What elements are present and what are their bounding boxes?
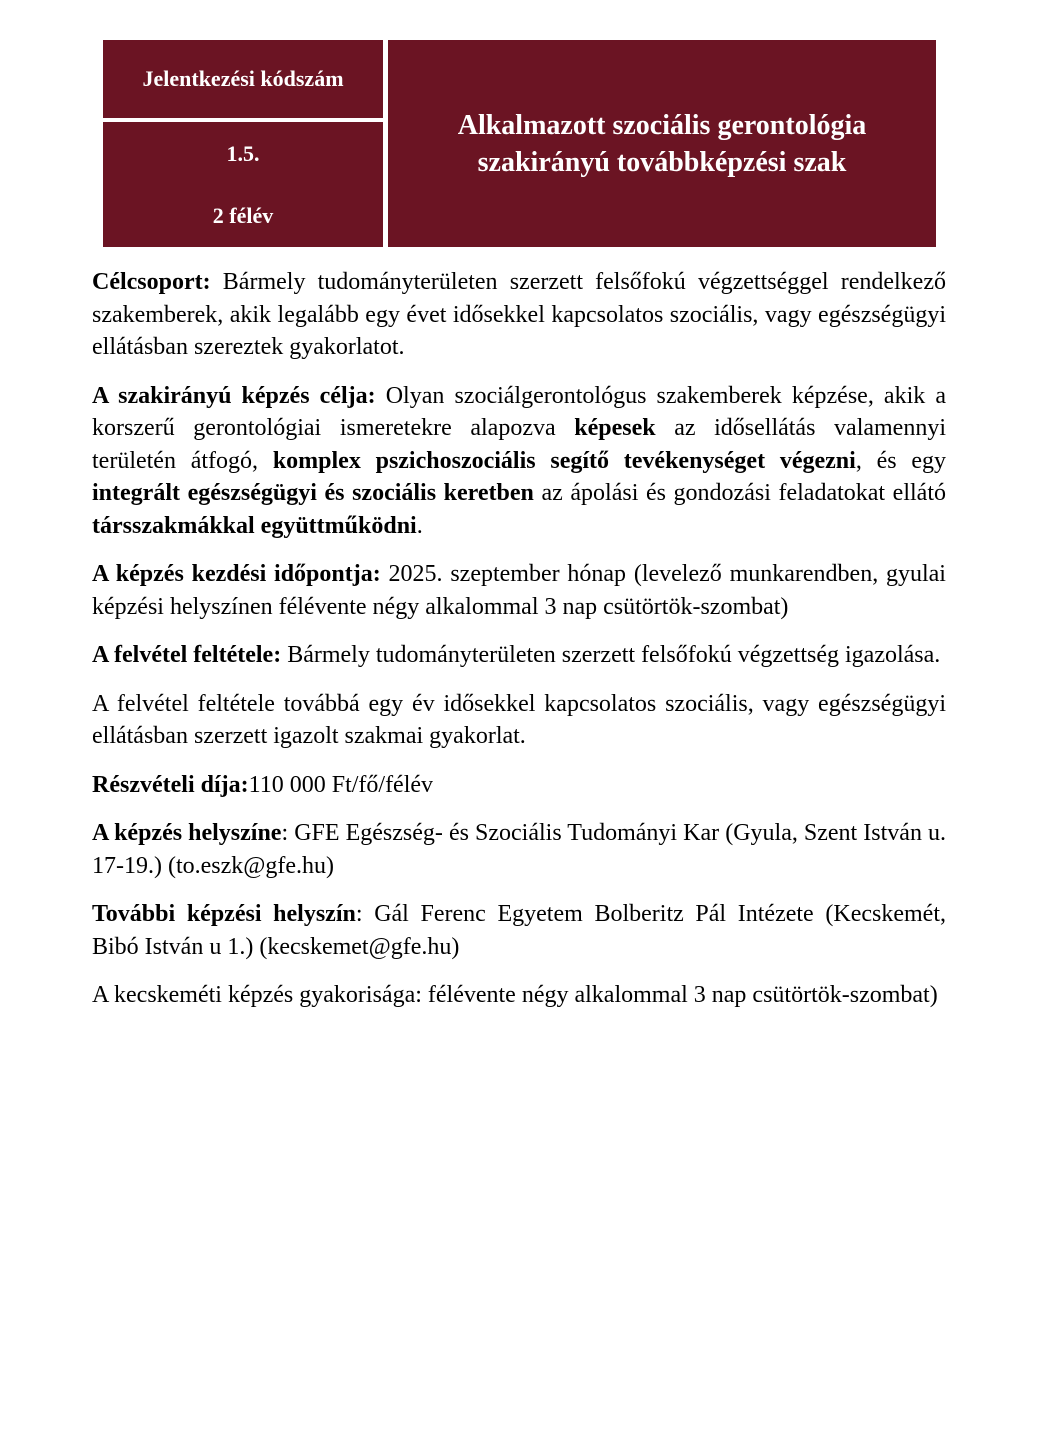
other-location-text: : Gál Ferenc Egyetem Bolberitz Pál Intézete (Kecskemét, Bibó István u 1.) (kecskemet@gfe.hu) (92, 901, 946, 960)
training-goal-text-5: . (416, 512, 423, 539)
start-date-label: A képzés kezdési időpontja: (92, 561, 381, 587)
application-code-label (103, 40, 383, 118)
application-code-cell (103, 122, 383, 247)
location-text: : GFE Egészség- és Szociális Tudományi Kar (Gyula, Szent István u. 17-19.) (to.eszk@gfe.hu) (92, 820, 947, 879)
other-location-label: További képzési helyszín (92, 901, 356, 927)
training-goal-paragraph (92, 380, 946, 543)
location-paragraph (92, 817, 946, 882)
fee-label: Részvételi díja: (92, 771, 249, 798)
training-goal-text-4: az ápolási és gondozási feladatokat ellátó (533, 480, 946, 506)
location-label: A képzés helyszíne (92, 820, 282, 846)
program-title (388, 40, 936, 247)
target-group-paragraph (92, 266, 946, 364)
training-goal-bold-3: integrált egészségügyi és szociális keretben (92, 480, 534, 506)
frequency-text: A kecskeméti képzés gyakorisága: félévente négy alkalommal 3 nap csütörtök-szombat) (92, 982, 938, 1008)
start-date-paragraph (92, 558, 946, 623)
program-header (103, 40, 936, 247)
frequency-paragraph (92, 979, 946, 1012)
program-title-line-2: szakirányú továbbképzési szak (477, 146, 847, 178)
fee-paragraph (92, 769, 946, 802)
program-duration: 2 félév (212, 203, 274, 228)
training-goal-text-1: Olyan szociálgerontológus szakemberek képzése, akik a korszerű gerontológiai ismeretekre alapozva (92, 382, 946, 441)
training-goal-bold-4: társszakmákkal együttműködni (92, 512, 417, 539)
application-code-label-text: Jelentkezési kódszám (142, 66, 344, 91)
training-goal-text-3: , és egy (855, 447, 946, 474)
target-group-label: Célcsoport: (92, 269, 211, 295)
admission-label: A felvétel feltétele: (92, 642, 282, 668)
start-date-text: 2025. szeptember hónap (levelező munkarendben, gyulai képzési helyszínen félévente négy alkalommal 3 nap csütörtök-szombat) (92, 561, 946, 620)
admission-text: Bármely tudományterületen szerzett felsőfokú végzettség igazolása. (281, 642, 941, 668)
training-goal-bold-2: komplex pszichoszociális segítő tevékenységet végezni (272, 447, 856, 474)
training-goal-label: A szakirányú képzés célja: (92, 382, 376, 409)
program-details (92, 266, 946, 1028)
target-group-text: Bármely tudományterületen szerzett felsőfokú végzettséggel rendelkező szakemberek, akik legalább egy évet idősekkel kapcsolatos szociális, vagy egészségügyi ellátásban szereztek gyakorlatot. (92, 269, 946, 360)
admission-extra-text: A felvétel feltétele továbbá egy év idősekkel kapcsolatos szociális, vagy egészségügyi ellátásban szerzett igazolt szakmai gyakorlat. (92, 690, 946, 749)
admission-extra-paragraph (92, 688, 946, 753)
admission-paragraph (92, 639, 946, 672)
training-goal-bold-1: képesek (574, 415, 656, 441)
fee-text: 110 000 Ft/fő/félév (248, 771, 434, 798)
other-location-paragraph (92, 898, 946, 963)
application-code: 1.5. (226, 141, 260, 166)
program-title-line-1: Alkalmazott szociális gerontológia (457, 109, 867, 141)
training-goal-text-2: az idősellátás valamennyi területén átfogó, (92, 415, 946, 474)
